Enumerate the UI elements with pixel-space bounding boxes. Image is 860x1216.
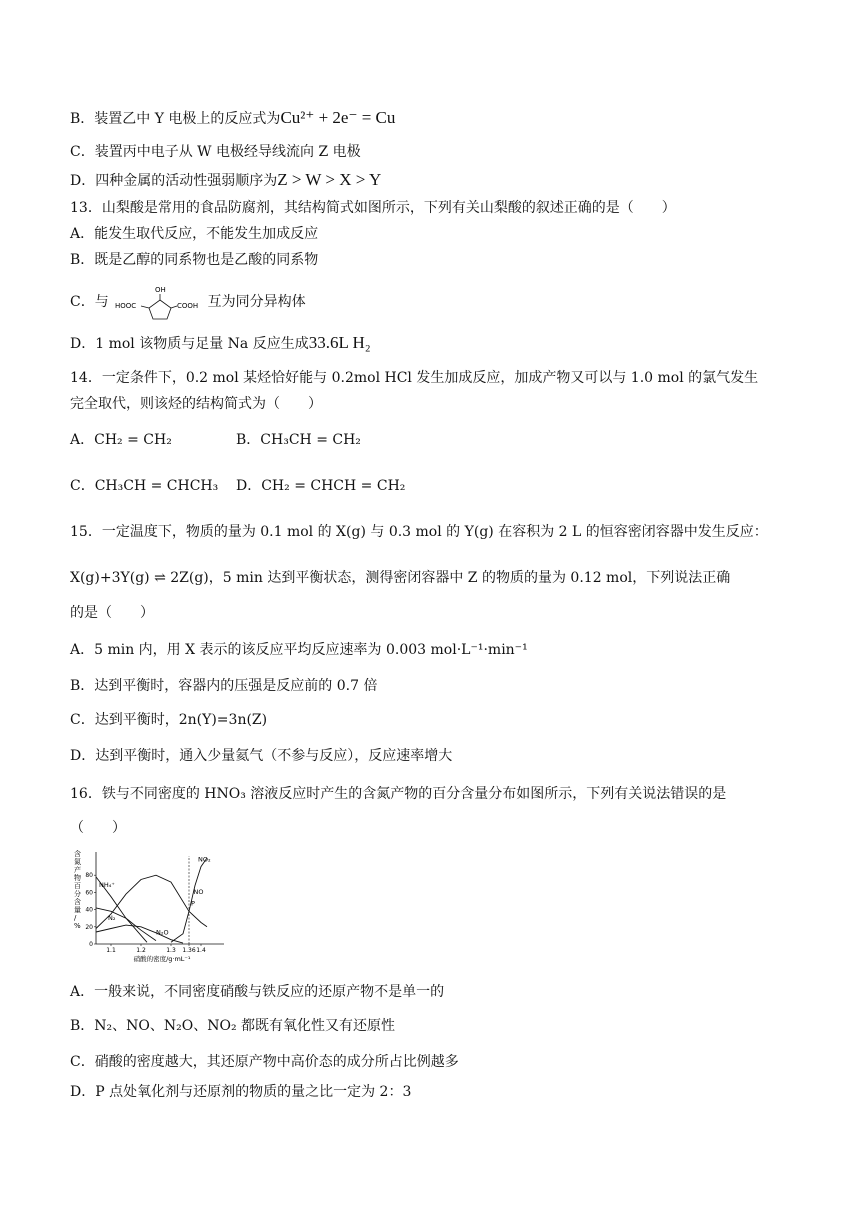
q16-option-c: C．硝酸的密度越大，其还原产物中高价态的成分所占比例越多: [70, 1054, 459, 1070]
q12-option-b-formula: Cu²⁺ + 2e⁻ = Cu: [280, 108, 396, 127]
cyclopentane-ring: [149, 300, 171, 319]
structure-label-hooc: HOOC: [115, 302, 137, 310]
structure-label-oh: OH: [155, 286, 166, 294]
q14-stem-line1: 14．一定条件下，0.2 mol 某烃恰好能与 0.2mol HCl 发生加成反应，加成产物又可以与 1.0 mol 的氯气发生: [70, 370, 759, 386]
series-label: N₂O: [156, 928, 169, 937]
cyclopentanol-dicarboxylic-structure: [115, 284, 201, 320]
y-tick-label: 0: [89, 941, 93, 948]
q14-stem-line2: 完全取代，则该烃的结构简式为（ ）: [70, 396, 322, 412]
structure-label-cooh: COOH: [177, 302, 199, 310]
q13-option-b: B．既是乙醇的同系物也是乙酸的同系物: [70, 252, 319, 268]
series-line: [96, 908, 156, 941]
q13-stem: 13．山梨酸是常用的食品防腐剂，其结构简式如图所示，下列有关山梨酸的叙述正确的是（ ）: [70, 200, 676, 216]
q15-option-d: D．达到平衡时，通入少量氦气（不参与反应），反应速率增大: [70, 748, 453, 764]
q12-option-c: C．装置丙中电子从 W 电极经导线流向 Z 电极: [70, 144, 361, 160]
y-tick-label: 40: [85, 906, 93, 914]
x-tick-label: 1.3: [166, 947, 176, 954]
series-label: NO: [193, 888, 204, 897]
y-tick-label: 20: [85, 923, 93, 931]
q12-option-d: D．四种金属的活动性强弱顺序为Z > W > X > Y: [70, 170, 382, 189]
q16-stem-line2: （ ）: [70, 820, 126, 836]
q16-option-b: B．N₂、NO、N₂O、NO₂ 都既有氧化性又有还原性: [70, 1018, 396, 1034]
q15-stem-line1: 15．一定温度下，物质的量为 0.1 mol 的 X(g) 与 0.3 mol 的 Y(g) 在容积为 2 L 的恒容密闭容器中发生反应：: [70, 524, 768, 540]
q14-option-c: C．CH₃CH = CHCH₃: [70, 478, 219, 494]
q15-stem-line3: 的是（ ）: [70, 605, 154, 621]
q13-option-c: C．与 OH HOOC COOH 互为同分异构体: [70, 284, 306, 320]
q16-option-a: A．一般来说，不同密度硝酸与铁反应的还原产物不是单一的: [70, 984, 445, 1000]
x-tick-label: 1.4: [196, 947, 206, 954]
q13-option-a: A．能发生取代反应，不能发生加成反应: [70, 226, 319, 242]
x-tick-label: 1.1: [106, 947, 116, 954]
series-label: NH₄⁺: [99, 881, 115, 890]
q14-option-b: B．CH₃CH = CH₂: [236, 432, 361, 448]
y-axis-label: 含氮产物百分含量/ %: [74, 850, 81, 930]
nitrogen-products-chart: [70, 848, 230, 966]
point-p-label: P: [191, 899, 195, 908]
y-tick-label: 80: [85, 872, 93, 880]
x-tick-label: 1.36: [182, 947, 196, 954]
q15-option-a: A．5 min 内，用 X 表示的该反应平均反应速率为 0.003 mol·L⁻¹·min⁻¹: [70, 642, 528, 658]
q16-option-d: D．P 点处氧化剂与还原剂的物质的量之比一定为 2：3: [70, 1084, 412, 1100]
x-tick-label: 1.2: [136, 947, 146, 954]
q16-stem-line1: 16．铁与不同密度的 HNO₃ 溶液反应时产生的含氮产物的百分含量分布如图所示，下列有关说法错误的是: [70, 786, 727, 802]
q15-option-c: C．达到平衡时，2n(Y)=3n(Z): [70, 712, 268, 728]
q14-option-a: A．CH₂ = CH₂: [70, 432, 172, 448]
x-axis-label: 硝酸的密度/g·mL⁻¹: [133, 955, 191, 963]
q14-option-d: D．CH₂ = CHCH = CH₂: [236, 478, 406, 494]
q13-option-d: D．1 mol 该物质与足量 Na 反应生成33.6L H₂: [70, 333, 371, 352]
series-label: N₂: [108, 913, 116, 922]
q15-stem-line2: X(g)+3Y(g) ⇌ 2Z(g)，5 min 达到平衡状态，测得密闭容器中 Z 的物质的量为 0.12 mol，下列说法正确: [70, 570, 731, 586]
q12-option-d-formula: Z > W > X > Y: [277, 170, 382, 189]
q13-option-d-formula: 33.6L H₂: [308, 333, 371, 352]
y-tick-label: 60: [85, 889, 93, 897]
q12-option-b: B．装置乙中 Y 电极上的反应式为Cu²⁺ + 2e⁻ = Cu: [70, 108, 396, 127]
series-label: NO₂: [198, 855, 211, 864]
q15-option-b: B．达到平衡时，容器内的压强是反应前的 0.7 倍: [70, 678, 378, 694]
